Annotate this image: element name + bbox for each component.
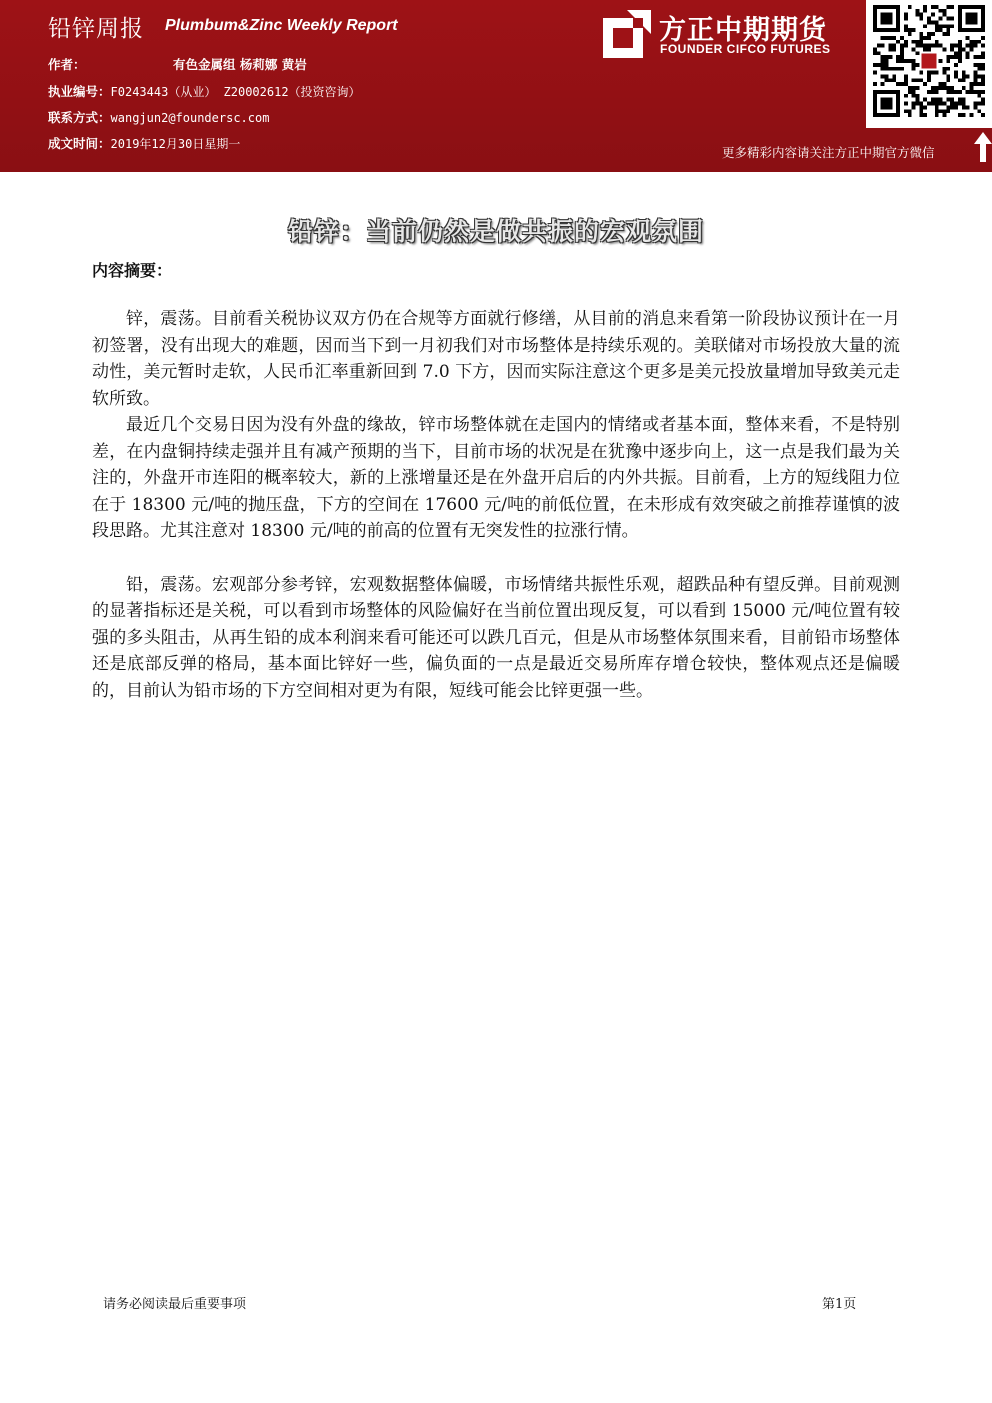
paragraph-zinc-1: 锌，震荡。目前看关税协议双方仍在合规等方面就行修缮，从目前的消息来看第一阶段协议预计在一月初签署，没有出现大的难题，因而当下到一月初我们对市场整体是持续乐观的。美联储对市场投放大量的流动性，美元暂时走软，人民币汇率重新回到 7.0 下方，因而实际注意这个更多是美元投放量增加导致美元走软所致。 [92, 309, 900, 409]
page-number: 第1页 [822, 1297, 857, 1312]
arrow-up-icon [974, 132, 992, 162]
author-row [48, 55, 307, 73]
paragraph-zinc-2: 最近几个交易日因为没有外盘的缘故，锌市场整体就在走国内的情绪或者基本面，整体来看，不是特别差，在内盘铜持续走强并且有减产预期的当下，目前市场的状况是在犹豫中逐步向上，这一点是我们最为关注的，外盘开市连阳的概率较大，新的上涨增量还是在外盘开启后的内外共振。目前看，上方的短线阻力位在于 18300 元/吨的抛压盘，下方的空间在 17600 元/吨的前低位置，在未形成有效突破之前推荐谨慎的波段思路。尤其注意对 18300 元/吨的前高的位置有无突发性的拉涨行情。 [92, 415, 900, 541]
report-date: 2019年12月30日星期一 [110, 137, 241, 151]
contact-email[interactable]: wangjun2@foundersc.com [110, 111, 270, 125]
follow-wechat-text: 更多精彩内容请关注方正中期官方微信 [722, 145, 935, 160]
contact-row [48, 108, 269, 126]
authors: 有色金属组 杨莉娜 黄岩 [173, 57, 307, 72]
paragraph-lead: 铅，震荡。宏观部分参考锌，宏观数据整体偏暖，市场情绪共振性乐观，超跌品种有望反弹。目前观测的显著指标还是关税，可以看到市场整体的风险偏好在当前位置出现反复，可以看到 15000 元/吨位置有较强的多头阻击，从再生铅的成本利润来看可能还可以跌几百元，但是从市场整体氛围来看，目前铅市场整体还是底部反弹的格局，基本面比锌好一些，偏负面的一点是最近交易所库存增仓较快，整体观点还是偏暖的，目前认为铅市场的下方空间相对更为有限，短线可能会比锌更强一些。 [92, 574, 900, 701]
qr-code-icon [873, 5, 985, 117]
abstract-label: 内容摘要： [92, 261, 173, 280]
footer-notice: 请务必阅读最后重要事项 [103, 1297, 247, 1312]
author-label: 作者： [48, 57, 86, 72]
license-number: F0243443（从业） Z20002612（投资咨询） [110, 85, 361, 99]
logo-name-cn: 方正中期期货 [659, 15, 827, 46]
date-row [48, 134, 240, 152]
document-title: 铅锌：当前仍然是做共振的宏观氛围 [287, 217, 704, 246]
license-row [48, 82, 361, 100]
report-title-cn: 铅锌周报 [48, 16, 144, 42]
company-logo [603, 8, 863, 64]
wechat-qr-code [866, 0, 992, 128]
logo-name-en: FOUNDER CIFCO FUTURES [660, 42, 831, 56]
founder-logo-icon [603, 10, 651, 58]
license-label: 执业编号： [48, 84, 111, 99]
date-label: 成文时间： [48, 136, 111, 151]
report-title-en: Plumbum&Zinc Weekly Report [165, 17, 398, 34]
abstract-body [92, 306, 900, 704]
contact-label: 联系方式： [48, 110, 111, 125]
report-header [0, 0, 992, 172]
